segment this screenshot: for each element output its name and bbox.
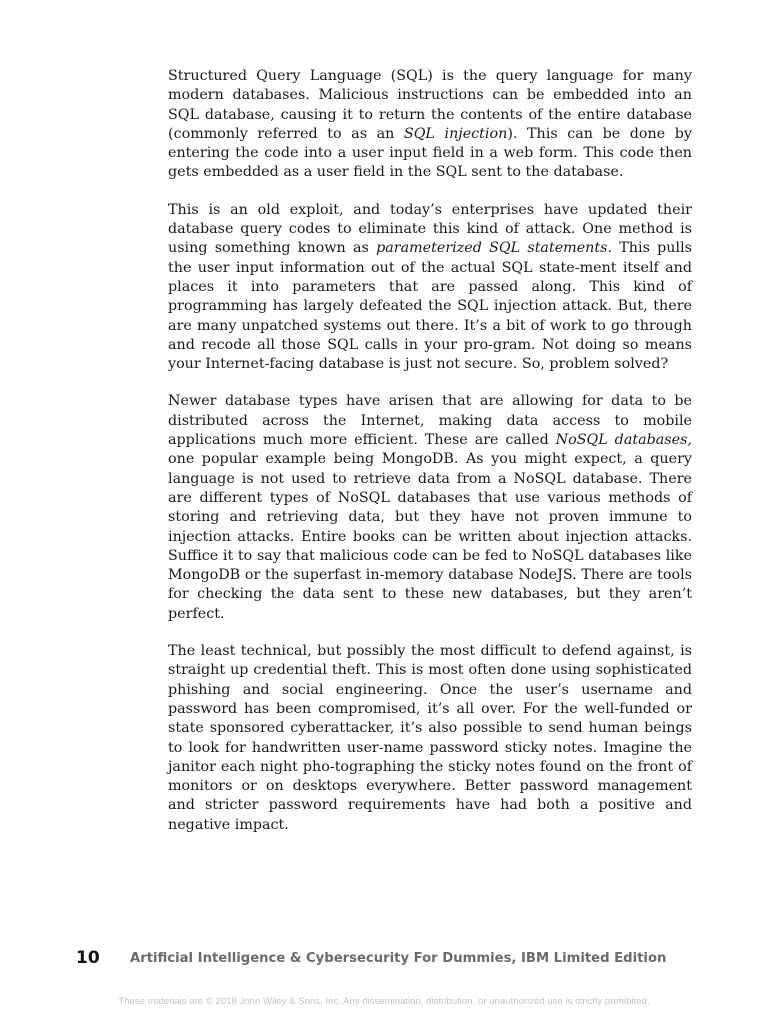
paragraph-text: This pulls the user input information out of the actual SQL state‑ment itself and places it into parameters that are passed along. This kind of programming has largely defeated the SQL injection attack. But, there are many unpatched systems out there. It’s a bit of work to go through and recode all those SQL calls in your pro‑gram. Not doing so means your Internet‑facing database is just not secure. So, problem solved? (168, 240, 692, 373)
paragraph-text: Structured Query Language (SQL) is the query language for many modern databases. Malicious instructions can be embedded into an SQL database, causing it to return the contents of the entire database (commonly referred to as an (168, 68, 692, 142)
copyright-notice: These materials are © 2018 John Wiley & Sons, Inc. Any dissemination, distribution, or unauthorized use is strictly prohibited. (118, 996, 650, 1007)
emphasis-term: SQL injection (403, 125, 508, 142)
emphasis-term: NoSQL databases, (555, 432, 692, 449)
book-title: Artificial Intelligence & Cybersecurity For Dummies, IBM Limited Edition (130, 951, 667, 966)
paragraph-text: one popular example being MongoDB. As you might expect, a query language is not used to retrieve data from a NoSQL database. There are different types of NoSQL databases that use various methods of storing and retrieving data, but they have not proven immune to injection attacks. Entire books can be written about injection attacks. Suffice it to say that malicious code can be fed to NoSQL databases like MongoDB or the superfast in‑memory database NodeJS. There are tools for checking the data sent to these new databases, but they aren’t perfect. (168, 451, 692, 622)
page-number: 10 (76, 948, 100, 968)
paragraph-parameterized-sql (168, 201, 692, 375)
paragraph-sql-injection (168, 67, 692, 183)
emphasis-term: parameterized SQL statements. (376, 240, 613, 257)
paragraph-text: The least technical, but possibly the most difficult to defend against, is straight up credential theft. This is most often done using sophisticated phishing and social engineering. Once the user’s username and password has been compromised, it’s all over. For the well‑funded or state sponsored cyberattacker, it’s also possible to send human beings to look for handwritten user‑name password sticky notes. Imagine the janitor each night pho‑tographing the sticky notes found on the front of monitors or on desktops everywhere. Better password management and stricter password requirements have had both a positive and negative impact. (168, 643, 692, 833)
paragraph-text: ). This can be done by entering the code into a user input field in a web form. This code then gets embedded as a user field in the SQL sent to the database. (168, 125, 692, 181)
paragraph-nosql (168, 392, 692, 624)
body-text (168, 67, 692, 853)
paragraph-credential-theft (168, 642, 692, 835)
paragraph-text: Newer database types have arisen that are allowing for data to be distributed across the Internet, making data access to mobile applications much more efficient. These are called (168, 393, 692, 449)
paragraph-text: This is an old exploit, and today’s enterprises have updated their database query codes to eliminate this kind of attack. One method is using something known as (168, 201, 692, 257)
page-footer (0, 946, 768, 976)
